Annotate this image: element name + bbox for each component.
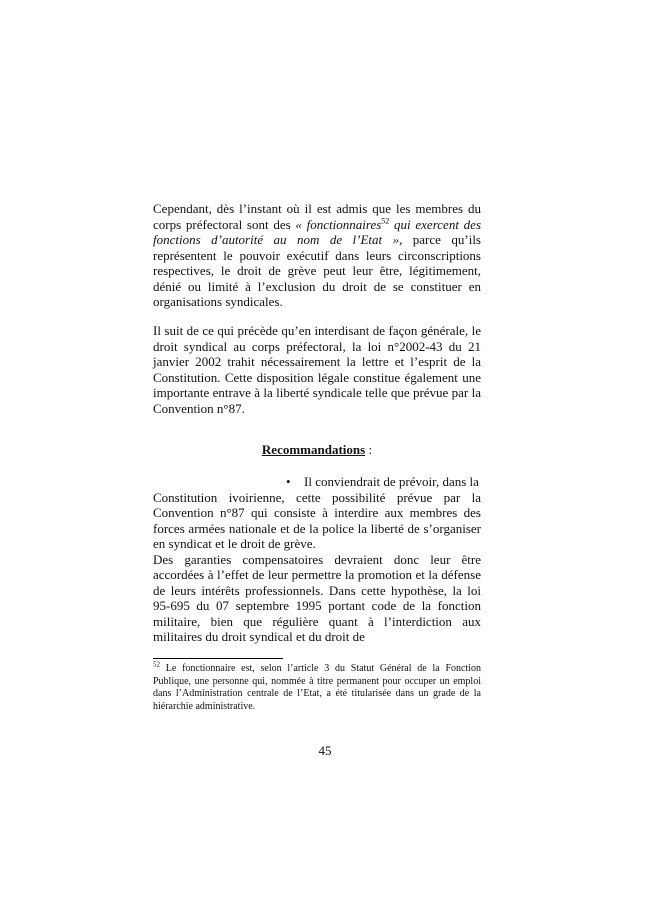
- bullet-item: [153, 474, 481, 490]
- bullet-first-line: Il conviendrait de prévoir, dans la: [304, 474, 479, 489]
- paragraph-1-part-a: Cependant, dès l’instant où il est admis que les membres du corps préfectoral sont des: [153, 201, 481, 232]
- heading-label: Recommandations: [261, 442, 366, 457]
- paragraph-1-part-b: , parce qu’ils représentent le pouvoir exécutif dans leurs circonscriptions respectives, le droit de grève peut leur être, légitimement, dénié ou limité à l’exclusion du droit de se constituer en organisations syndicales.: [153, 232, 481, 309]
- section-heading: [153, 442, 481, 458]
- footnote: [153, 660, 481, 713]
- footnote-ref-52: 52: [381, 216, 390, 226]
- paragraph-1: [153, 201, 481, 310]
- page-number: 45: [318, 743, 332, 758]
- paragraph-2: [153, 323, 481, 416]
- paragraph-1-quote-b: qui exercent des fonctions d’autorité au nom de l’Etat »: [153, 216, 482, 247]
- bullet-continuation: Constitution ivoirienne, cette possibilité prévue par la Convention n°87 qui consiste à interdire aux membres des forces armées nationale et de la police la liberté de s’organiser en syndicat et le droit de grève.: [153, 489, 481, 551]
- paragraph-3: Des garanties compensatoires devraient donc leur être accordées à l’effet de leur permettre la promotion et la défense de leurs intérêts professionnels. Dans cette hypothèse, la loi 95-695 du 07 septembre 1995 portant code de la fonction militaire, bien que régulière quant à l’interdiction aux militaires du droit syndical et du droit de: [153, 551, 481, 644]
- paragraph-2-text: Il suit de ce qui précède qu’en interdisant de façon générale, le droit syndical au corps préfectoral, la loi n°2002-43 du 21 janvier 2002 trahit nécessairement la lettre et l’esprit de la Constitution. Cette disposition légale constitue également une importante entrave à la liberté syndicale telle que prévue par la Convention n°87.: [153, 323, 481, 416]
- bullet-icon: •: [286, 474, 291, 489]
- recommendation-block: [153, 474, 481, 645]
- footnote-text: Le fonctionnaire est, selon l’article 3 du Statut Général de la Fonction Publique, une personne qui, nommée à titre permanent pour occuper un emploi dans l’Administration centrale de l’Etat, a été titularisée dans un grade de la hiérarchie administrative.: [153, 663, 481, 712]
- paragraph-1-quote-a: « fonctionnaires: [295, 216, 382, 232]
- footnote-separator: [153, 658, 283, 659]
- heading-suffix: :: [365, 442, 373, 457]
- footnote-number: 52: [153, 660, 160, 669]
